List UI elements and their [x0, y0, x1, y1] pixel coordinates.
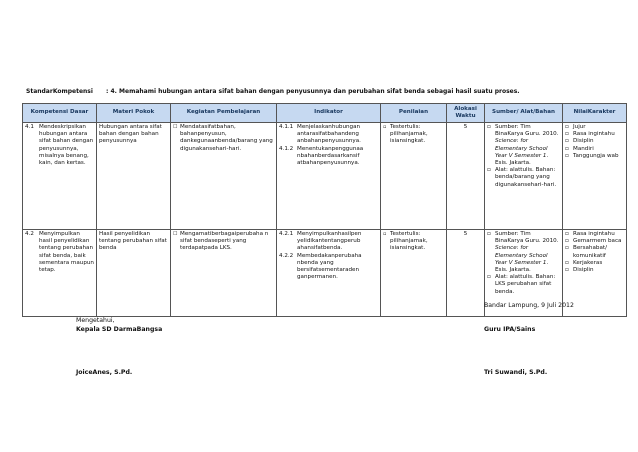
- karakter-item: Tanggungja wab: [573, 152, 619, 159]
- table-row: [23, 123, 627, 230]
- left-name: JoiceAnes, S.Pd.: [76, 369, 133, 376]
- header-nilai-karakter: NilaiKarakter: [563, 104, 627, 123]
- right-name: Tri Suwandi, S.Pd.: [484, 369, 548, 376]
- bullet-icon: ▫: [565, 267, 569, 274]
- indikator-text: Menyimpulkanhasilpen yelidikantentangperub ahansifatbenda.: [297, 231, 362, 252]
- materi-cell: Hubungan antara sifat bahan dengan bahan penyusunnya: [97, 123, 171, 230]
- header-alokasi: Alokasi Waktu: [447, 104, 485, 123]
- indikator-text: Menjelaskanhubungan antarasifatbahandeng anbahanpenyusunnya.: [297, 124, 361, 145]
- indikator-number: 4.2.1: [279, 231, 294, 237]
- karakter-item: Gemarmem baca: [573, 238, 622, 245]
- bullet-icon: ▫: [565, 238, 569, 245]
- left-role: Kepala SD DarmaBangsa: [76, 326, 163, 333]
- header-sumber: Sumber/ Alat/Bahan: [485, 104, 563, 123]
- karakter-item: Rasa ingintahu: [573, 231, 615, 237]
- checkbox-bullet-icon: ☐: [173, 231, 178, 237]
- checkbox-bullet-icon: ☐: [173, 124, 178, 130]
- kd-number: 4.1: [25, 124, 34, 130]
- kd-text: Mendeskripsikan hubungan antara sifat bahan dengan penyusunnya, misalnya benang, kain, dan kertas.: [39, 124, 94, 167]
- bullet-icon: ▫: [565, 259, 569, 266]
- indikator-text: Menentukanpenggunaa nbahanberdasarkansif atbahanpenyusunnya.: [297, 145, 364, 167]
- header-penilaian: Penilaian: [381, 104, 447, 123]
- table-header-row: [23, 104, 627, 123]
- penilaian-text: Testertulis: pilihanjamak, isiansingkat.: [390, 124, 428, 145]
- bullet-icon: ▫: [565, 152, 569, 159]
- left-title: Mengetahui,: [76, 317, 115, 324]
- karakter-item: Bersahabat/ komunikatif: [573, 245, 607, 259]
- kegiatan-text: Mendatasifatbahan, bahanpenyusun, dankegunaanbenda/barang yang digunakansehari-hari.: [180, 124, 273, 152]
- sumber-cell: [485, 123, 563, 230]
- bullet-icon: ▫: [383, 231, 387, 237]
- indikator-number: 4.1.1: [279, 124, 294, 130]
- standar-kompetensi-label: StandarKompetensi: [26, 88, 93, 95]
- bullet-icon: ▫: [565, 145, 569, 152]
- bullet-icon: ▫: [565, 138, 569, 145]
- materi-cell: Hasil penyelidikan tentang perubahan sifat benda: [97, 230, 171, 317]
- bullet-icon: ▫: [565, 131, 569, 138]
- penilaian-cell: [381, 123, 447, 230]
- standar-kompetensi-value: : 4. Memahami hubungan antara sifat bahan dengan penyusunnya dan perubahan sifat benda sebagai hasil suatu proses.: [106, 88, 520, 95]
- header-indikator: Indikator: [277, 104, 381, 123]
- place-date: Bandar Lampung, 9 Juli 2012: [484, 302, 574, 309]
- header-kegiatan: Kegiatan Pembelajaran: [171, 104, 277, 123]
- silabus-table: [22, 103, 627, 317]
- bullet-icon: ▫: [487, 231, 491, 237]
- header-materi-pokok: Materi Pokok: [97, 104, 171, 123]
- bullet-icon: ▫: [565, 245, 569, 252]
- kegiatan-cell: [171, 123, 277, 230]
- bullet-icon: ▫: [565, 231, 569, 237]
- karakter-item: Disiplin: [573, 267, 594, 274]
- bullet-icon: ▫: [487, 124, 491, 130]
- sumber-text: Sumber: Tim BinaKarya Guru. 2010. Science: for Elementary School Year V Semester 1. Esis. Jakarta.: [495, 231, 559, 274]
- indikator-number: 4.1.2: [279, 145, 294, 152]
- indikator-cell: [277, 230, 381, 317]
- karakter-item: Kerjakeras: [573, 259, 603, 266]
- kd-number: 4.2: [25, 231, 34, 237]
- alat-text: Alat: alattulis. Bahan: LKS perubahan sifat benda.: [495, 274, 556, 295]
- standar-kompetensi: [26, 88, 520, 95]
- kegiatan-cell: [171, 230, 277, 317]
- kd-text: Menyimpulkan hasil penyelidikan tentang perubahan sifat benda, baik sementara maupun tetap.: [39, 231, 94, 274]
- indikator-cell: [277, 123, 381, 230]
- karakter-cell: [563, 123, 627, 230]
- alokasi-cell: 5: [447, 230, 485, 317]
- bullet-icon: ▫: [487, 274, 491, 281]
- signature-left-block: [76, 316, 162, 334]
- header-kompetensi-dasar: Kompetensi Dasar: [23, 104, 97, 123]
- indikator-number: 4.2.2: [279, 252, 294, 259]
- penilaian-cell: [381, 230, 447, 317]
- bullet-icon: ▫: [565, 124, 569, 130]
- alokasi-cell: 5: [447, 123, 485, 230]
- indikator-text: Membedakanperubaha nbenda yang bersifatsementaraden ganpermanen.: [297, 252, 362, 281]
- karakter-item: Rasa ingintahu: [573, 131, 615, 138]
- penilaian-text: Testertulis: pilihanjamak, isiansingkat.: [390, 231, 428, 252]
- sumber-text: Sumber: Tim BinaKarya Guru. 2010. Science: for Elementary School Year V Semester 1. Esis. Jakarta.: [495, 124, 559, 167]
- karakter-item: Disiplin: [573, 138, 594, 145]
- bullet-icon: ▫: [383, 124, 387, 130]
- right-role: Guru IPA/Sains: [484, 326, 536, 333]
- karakter-item: Mandiri: [573, 145, 594, 152]
- bullet-icon: ▫: [487, 167, 491, 174]
- alat-text: Alat: alattulis. Bahan: benda/barang yang digunakansehari-hari.: [495, 167, 557, 188]
- karakter-item: Jujur: [573, 124, 586, 130]
- kegiatan-text: Mengamatiberbagaiperubaha n sifat bendaseperti yang terdapatpada LKS.: [180, 231, 269, 252]
- kd-cell: [23, 123, 97, 230]
- kd-cell: [23, 230, 97, 317]
